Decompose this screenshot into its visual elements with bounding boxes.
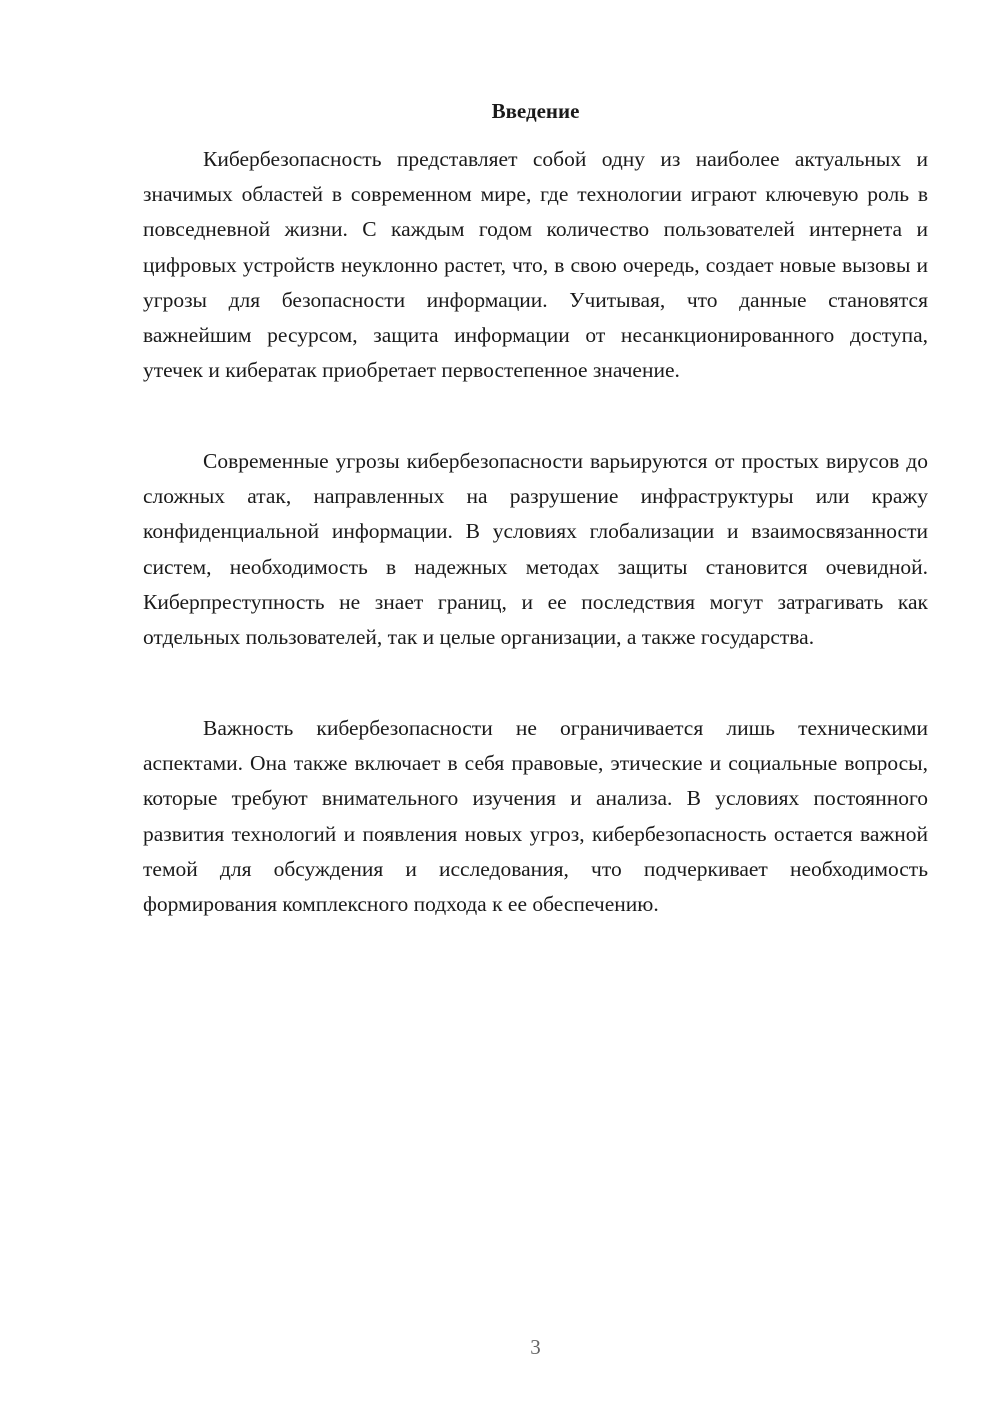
page-title: Введение bbox=[491, 99, 580, 123]
page-number: 3 bbox=[530, 1335, 541, 1359]
paragraph-3: Важность кибербезопасности не ограничивается лишь техническими аспектами. Она также включает в себя правовые, этические и социальные вопросы, которые требуют внимательного изучения и анализа. В условиях постоянного развития технологий и появления новых угроз, кибербезопасность остается важной темой для обсуждения и исследования, что подчеркивает необходимость формирования комплексного подхода к ее обеспечению. bbox=[143, 716, 928, 917]
paragraph-1: Кибербезопасность представляет собой одну из наиболее актуальных и значимых областей в современном мире, где технологии играют ключевую роль в повседневной жизни. С каждым годом количество пользователей интернета и цифровых устройств неуклонно растет, что, в свою очередь, создает новые вызовы и угрозы для безопасности информации. Учитывая, что данные становятся важнейшим ресурсом, защита информации от несанкционированного доступа, утечек и кибератак приобретает первостепенное значение. bbox=[143, 147, 928, 383]
paragraph-2: Современные угрозы кибербезопасности варьируются от простых вирусов до сложных атак, направленных на разрушение инфраструктуры или кражу конфиденциальной информации. В условиях глобализации и взаимосвязанности систем, необходимость в надежных методах защиты становится очевидной. Киберпреступность не знает границ, и ее последствия могут затрагивать как отдельных пользователей, так и целые организации, а также государства. bbox=[143, 449, 928, 650]
